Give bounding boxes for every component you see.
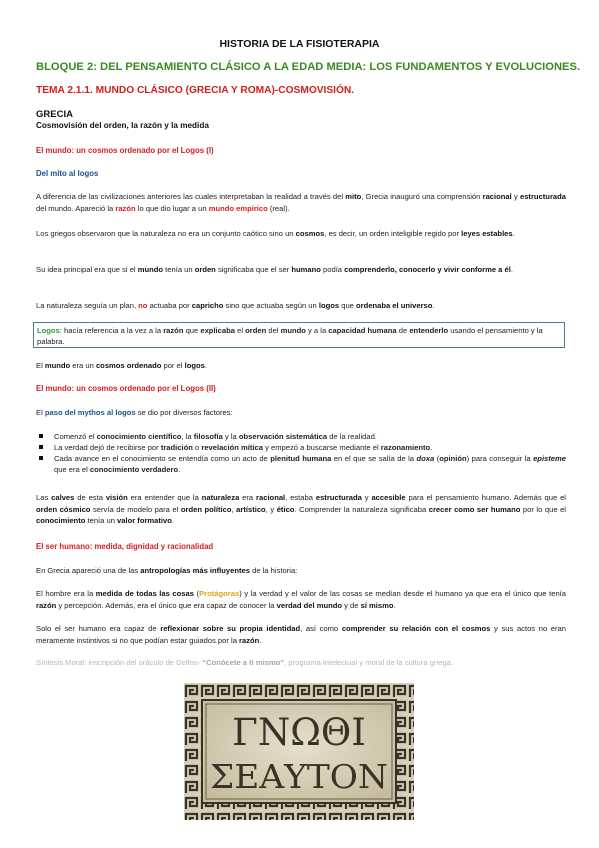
text: era un: [70, 361, 96, 370]
text-bold: medida de todas las cosas: [95, 589, 194, 598]
text-blue: paso del mythos al logos: [44, 408, 136, 417]
text: que: [183, 326, 201, 335]
text-bold: visión: [105, 493, 128, 502]
text: Solo el ser humano era capaz de: [36, 624, 161, 633]
text-bold: mundo: [44, 361, 71, 370]
text: de la historia:: [250, 566, 298, 575]
text: (real).: [267, 203, 290, 213]
text-bold-italic: doxa: [416, 454, 435, 463]
inscription-line-1: ΓΝΩΘΙ: [232, 711, 366, 754]
text: era: [239, 493, 257, 502]
paragraph-world-ordered: [36, 360, 566, 372]
paragraph-reflection: [36, 623, 566, 646]
text: . Comprender la naturaleza significaba: [294, 504, 429, 514]
text-bold: tradición: [160, 443, 193, 452]
text-bold: mito: [345, 192, 362, 201]
text: , programa intelectual y moral de la cultura griega.: [284, 658, 453, 667]
text-bold: plenitud humana: [270, 454, 332, 463]
text: era entender que la: [127, 493, 202, 502]
text-bold: estructurada: [315, 493, 362, 502]
text: de la realidad.: [327, 432, 377, 441]
text: y empezó a buscarse mediante el: [262, 443, 381, 452]
document-title: HISTORIA DE LA FISIOTERAPIA: [219, 38, 380, 50]
list-item: [36, 453, 566, 475]
text: del: [266, 326, 281, 335]
text: se dio por diversos factores:: [135, 408, 233, 417]
text: Síntesis Moral: inscripción del oráculo de Delfos-: [36, 658, 203, 667]
text-bold: comprender su relación con el cosmos: [341, 624, 491, 633]
paragraph-myth: [36, 191, 566, 214]
text: ) y la verdad y el valor de las cosas se medían desde el humano ya que era el único que tenía: [239, 589, 567, 598]
text-bold: cosmos ordenado: [95, 361, 162, 370]
paragraph-cosmos: [36, 228, 566, 240]
text-bold: verdad del mundo: [276, 600, 343, 610]
heading-human-being: El ser humano: medida, dignidad y racionalidad: [36, 542, 214, 551]
text-bold: mundo: [280, 326, 306, 335]
bullet-square-icon: [39, 434, 43, 438]
text-bold: humano: [291, 265, 321, 274]
text: En Grecia apareció una de las: [36, 566, 141, 575]
text: por el: [161, 361, 185, 370]
text: ) para conseguir la: [466, 454, 534, 463]
block-heading: BLOQUE 2: DEL PENSAMIENTO CLÁSICO A LA EDAD MEDIA: LOS FUNDAMENTOS Y EVOLUCIONES.: [36, 61, 581, 73]
bullet-square-icon: [39, 456, 43, 460]
text: por lo que el: [520, 504, 566, 514]
heading-myth-to-logos: Del mito al logos: [36, 169, 99, 178]
heading-world-cosmos-1: El mundo: un cosmos ordenado por el Logos (I): [36, 146, 214, 155]
text: , Grecia inauguró una comprensión: [361, 192, 483, 201]
text: .: [259, 635, 262, 645]
text: actuaba por: [147, 301, 192, 310]
text-bold: sí mismo: [360, 600, 394, 610]
text: La verdad dejó de recibirse por: [54, 443, 161, 452]
text: tenía un: [163, 265, 195, 274]
text-bold: observación sistemática: [238, 432, 328, 441]
text-bold: revelación mítica: [201, 443, 263, 452]
text: : hacía referencia a la vez a la: [59, 326, 164, 335]
text-red: mundo empírico: [208, 203, 268, 213]
text: podía: [320, 265, 345, 274]
text-bold: racional: [482, 192, 512, 201]
text-bold: calves: [51, 493, 75, 502]
text: y de: [342, 600, 361, 610]
text: lo que dio lugar a un: [135, 203, 209, 213]
paragraph-mythos-logos: [36, 407, 566, 419]
section-heading: GRECIA: [36, 109, 73, 120]
list-item: [36, 431, 566, 442]
text: de: [396, 326, 410, 335]
text: El: [36, 361, 45, 370]
text-bold: antropologías más influyentes: [140, 566, 250, 575]
text: (: [193, 589, 200, 598]
text-bold: orden político: [180, 504, 232, 514]
text-bold: racional: [256, 493, 286, 502]
paragraph-main-idea: [36, 264, 566, 276]
logos-definition-box: [33, 322, 565, 348]
text: Su idea principal era que si el: [36, 265, 138, 274]
text: y: [361, 493, 372, 502]
text: , estaba: [285, 493, 316, 502]
text: El: [36, 408, 45, 417]
text: Comenzó el: [54, 432, 97, 441]
delphi-inscription-image: [184, 683, 414, 820]
text: .: [432, 301, 435, 310]
text-bold: conocimiento: [36, 516, 86, 526]
text-bold: artístico: [236, 504, 266, 514]
text: del mundo. Apareció la: [36, 203, 116, 213]
text-bold: filosofía: [193, 432, 223, 441]
text: El hombre era la: [36, 589, 96, 598]
text: y: [511, 192, 520, 201]
text: y percepción. Además, era el único que era capaz de conocer la: [56, 600, 277, 610]
text-bold: razón: [163, 326, 184, 335]
text: , es decir, un orden inteligible regido por: [324, 229, 462, 238]
text: Las: [36, 493, 52, 502]
text-bold: cosmos: [295, 229, 325, 238]
text: .: [510, 265, 513, 274]
text: o: [192, 443, 202, 452]
text: .: [204, 361, 207, 370]
text-bold: “Conócete a ti mismo”: [202, 658, 285, 667]
text-red: no: [138, 301, 148, 310]
inscription-stone: [184, 683, 414, 820]
logos-term: Logos: [37, 326, 60, 335]
text-bold: capricho: [191, 301, 224, 310]
text-red: razón: [115, 203, 136, 213]
text-bold: razonamiento: [380, 443, 431, 452]
text-bold: conocimiento científico: [96, 432, 182, 441]
text-bold: comprenderlo, conocerlo y vivir conforme a él: [344, 265, 511, 274]
text: de esta: [74, 493, 106, 502]
text: La naturaleza seguía un plan,: [36, 301, 139, 310]
text: ,: [231, 504, 237, 514]
text: , así como: [300, 624, 342, 633]
text-bold: valor formativo: [117, 516, 172, 526]
text-bold: mundo: [137, 265, 164, 274]
text-bold: entenderlo: [409, 326, 449, 335]
text-bold-italic: episteme: [533, 454, 567, 463]
paragraph-measure: [36, 588, 566, 611]
text-bold: capacidad humana: [328, 326, 397, 335]
text-bold: logos: [318, 301, 340, 310]
text: A diferencia de las civilizaciones anteriores las cuales interpretaban la realidad a través del: [36, 192, 346, 201]
text-bold: naturaleza: [201, 493, 240, 502]
text-bold: explicaba: [200, 326, 235, 335]
text: que era el: [54, 465, 90, 474]
text: Los griegos observaron que la naturaleza no era un conjunto caótico sino un: [36, 229, 296, 238]
paragraph-nature-plan: [36, 300, 566, 312]
text: .: [171, 516, 175, 526]
text-bold: accesible: [371, 493, 406, 502]
text-bold: razón: [239, 635, 260, 645]
text: Cada avance en el conocimiento se entendía como un acto de: [54, 454, 271, 463]
text: significaba que el ser: [215, 265, 292, 274]
list-item: [36, 442, 566, 453]
text-bold: estructurada: [519, 192, 566, 201]
paragraph-anthropology: [36, 565, 566, 577]
text-bold: leyes estables: [461, 229, 513, 238]
text-bold: orden cósmico: [36, 504, 91, 514]
text: .: [512, 229, 515, 238]
text-bold: razón: [36, 600, 57, 610]
text: para el pensamiento humano. Además que el: [405, 493, 566, 502]
text: (: [434, 454, 440, 463]
text: el: [234, 326, 246, 335]
text-bold: conocimiento verdadero: [89, 465, 179, 474]
text: .: [393, 600, 396, 610]
text-bold: orden: [194, 265, 216, 274]
factors-list: [36, 431, 566, 475]
paragraph-keys: [36, 492, 566, 527]
text: servía de modelo para el: [90, 504, 181, 514]
text: en el que se salía de la: [331, 454, 417, 463]
text: sino que actuaba según un: [223, 301, 319, 310]
section-subtitle: Cosmovisión del orden, la razón y la medida: [36, 121, 209, 130]
text-bold: reflexionar sobre su propia identidad: [160, 624, 301, 633]
inscription-line-2: ΣΕΑΥΤΟΝ: [210, 757, 388, 796]
text-bold: logos: [184, 361, 205, 370]
text: , la: [181, 432, 194, 441]
bullet-square-icon: [39, 445, 43, 449]
text: usando el pensamiento y la palabra.: [37, 326, 543, 346]
moral-synthesis-note: [36, 658, 453, 667]
text: y la: [222, 432, 239, 441]
topic-heading: TEMA 2.1.1. MUNDO CLÁSICO (GRECIA Y ROMA)-COSMOVISIÓN.: [36, 85, 355, 96]
text: que: [339, 301, 356, 310]
text-bold: opinión: [439, 454, 467, 463]
text-orange: Protágoras: [199, 589, 240, 598]
heading-world-cosmos-2: El mundo: un cosmos ordenado por el Logos (II): [36, 384, 216, 393]
text: .: [430, 443, 433, 452]
text: y a la: [305, 326, 329, 335]
text-bold: orden: [245, 326, 267, 335]
text-bold: ordenaba el universo: [356, 301, 433, 310]
text-bold: ético: [276, 504, 295, 514]
text: , y: [265, 504, 277, 514]
text-bold: crecer como ser humano: [428, 504, 521, 514]
text: tenía un: [85, 516, 118, 526]
text: .: [178, 465, 181, 474]
text: y sus actos no eran meramente instintivos si no que podían estar guiados por la: [36, 624, 567, 645]
